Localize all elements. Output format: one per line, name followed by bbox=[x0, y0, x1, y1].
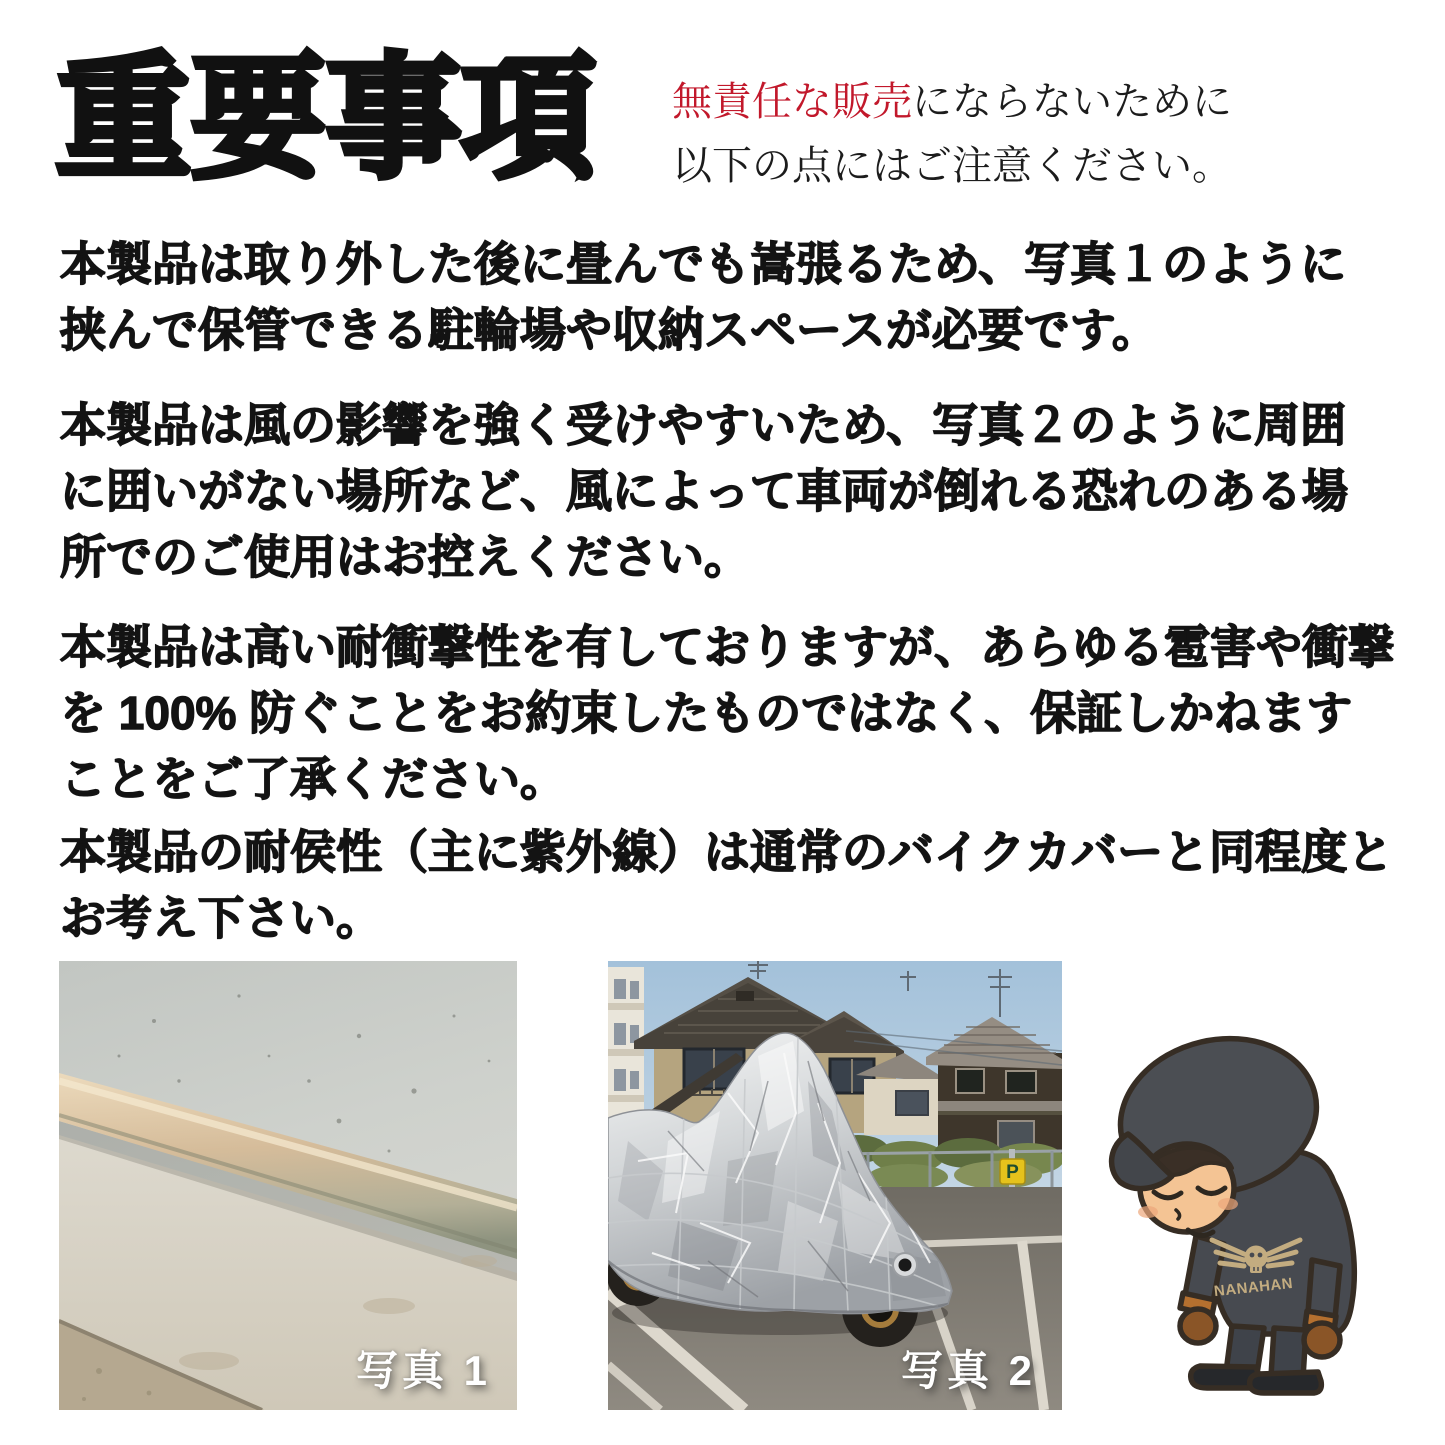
header-note-line1 bbox=[672, 70, 1232, 134]
paragraph-line: 所でのご使用はお控えください。 bbox=[60, 531, 750, 583]
parking-sign-letter: P bbox=[1006, 1162, 1019, 1183]
mascot-illustration bbox=[1106, 1030, 1372, 1396]
page-title: 重要事項 bbox=[56, 43, 596, 194]
photo-covered-bike bbox=[608, 961, 1062, 1410]
photo1-caption: 写真 1 bbox=[355, 1347, 491, 1394]
paragraph-line: お考え下さい。 bbox=[60, 892, 382, 944]
paragraph-line: 挟んで保管できる駐輪場や収納スペースが必要です。 bbox=[60, 304, 1159, 356]
cover-grommet bbox=[893, 1253, 917, 1277]
rear-glove bbox=[1304, 1323, 1340, 1357]
paragraph-line: 本製品は風の影響を強く受けやすいため、写真２のように周囲 bbox=[60, 399, 1347, 451]
photo-wall-pipe bbox=[59, 961, 517, 1410]
parking-sign bbox=[1000, 1159, 1025, 1184]
photo2-caption: 写真 2 bbox=[900, 1347, 1036, 1394]
header-note bbox=[672, 70, 1232, 198]
paragraph-line: 本製品は取り外した後に畳んでも嵩張るため、写真１のように bbox=[60, 238, 1347, 290]
paragraph-wind bbox=[60, 392, 1400, 590]
header-note-line2: 以下の点にはご注意ください。 bbox=[672, 144, 1232, 188]
blush-right bbox=[1218, 1198, 1238, 1210]
header-note-line1-rest: にならないために bbox=[912, 80, 1232, 124]
paragraph-weather bbox=[60, 819, 1400, 951]
paragraph-line: 本製品の耐侯性（主に紫外線）は通常のバイクカバーと同程度と bbox=[60, 826, 1394, 878]
paragraph-storage bbox=[60, 231, 1400, 363]
paragraph-line: ことをご了承ください。 bbox=[60, 753, 566, 805]
paragraph-line: に囲いがない場所など、風によって車両が倒れる恐れのある場 bbox=[60, 465, 1348, 517]
blush-left bbox=[1138, 1206, 1158, 1218]
mascot-bowing-rider bbox=[1106, 1030, 1372, 1396]
header-note-highlight: 無責任な販売 bbox=[672, 80, 912, 124]
paragraph-impact bbox=[60, 614, 1400, 812]
front-glove bbox=[1180, 1309, 1216, 1343]
mascot-brand-text: NANAHAN bbox=[1213, 1274, 1294, 1301]
paragraph-line: を 100% 防ぐことをお約束したものではなく、保証しかねます bbox=[60, 687, 1353, 739]
rear-boot bbox=[1250, 1372, 1322, 1393]
paragraph-line: 本製品は高い耐衝撃性を有しておりますが、あらゆる雹害や衝撃 bbox=[60, 621, 1394, 673]
